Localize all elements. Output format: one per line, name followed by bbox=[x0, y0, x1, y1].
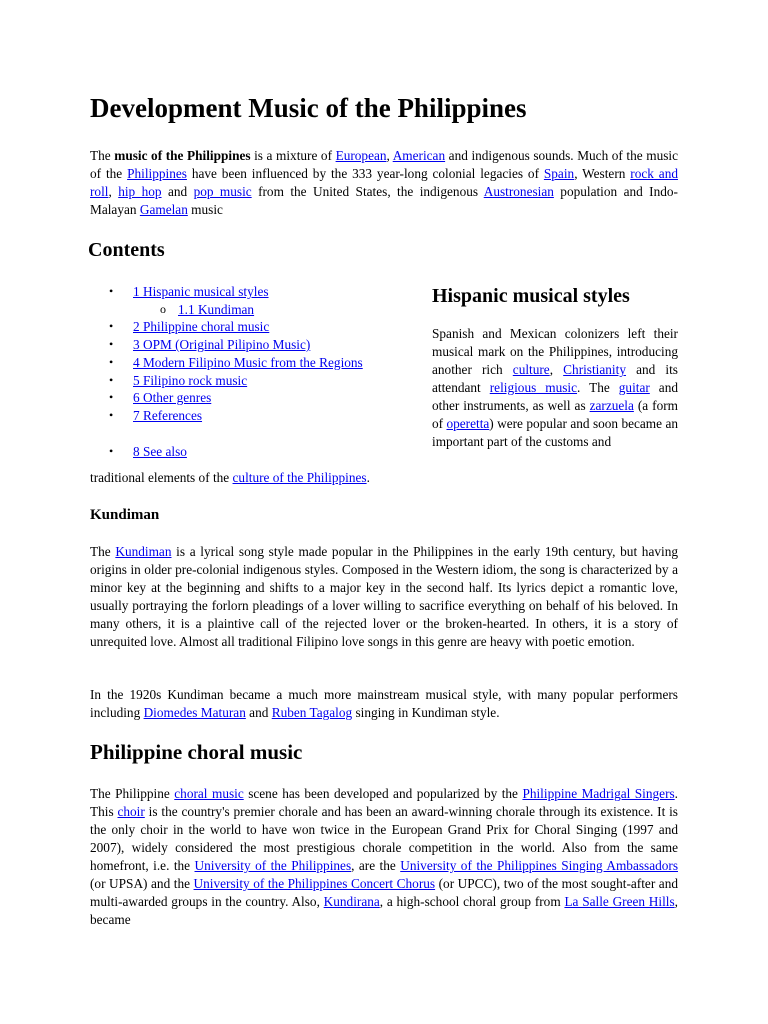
bullet-icon: • bbox=[109, 319, 114, 334]
link-choral-music[interactable]: choral music bbox=[174, 786, 244, 801]
link-upcc[interactable]: University of the Philippines Concert Chorus bbox=[193, 876, 436, 891]
toc-link-hispanic[interactable]: 1 Hispanic musical styles bbox=[133, 284, 269, 299]
text: traditional elements of the bbox=[90, 470, 233, 485]
link-american[interactable]: American bbox=[392, 148, 446, 163]
intro-section bbox=[90, 147, 678, 219]
toc-item bbox=[90, 283, 363, 301]
page-title: Development Music of the Philippines bbox=[90, 93, 527, 123]
link-guitar[interactable]: guitar bbox=[618, 380, 650, 395]
link-kundiman[interactable]: Kundiman bbox=[115, 544, 172, 559]
choral-heading: Philippine choral music bbox=[90, 740, 303, 764]
text: and indigenous sounds. Much of the music of the bbox=[90, 148, 678, 181]
link-upsa[interactable]: University of the Philippines Singing Ambassadors bbox=[400, 858, 678, 873]
bullet-icon: • bbox=[109, 443, 114, 458]
link-culture-of-philippines[interactable]: culture of the Philippines bbox=[232, 470, 367, 485]
text: . The bbox=[577, 380, 619, 395]
link-choir[interactable]: choir bbox=[117, 804, 145, 819]
text: , bbox=[108, 184, 119, 199]
link-european[interactable]: European bbox=[335, 148, 387, 163]
choral-paragraph bbox=[90, 785, 678, 929]
link-kundirana[interactable]: Kundirana bbox=[323, 894, 380, 909]
text: In the 1920s Kundiman became a much more mainstream musical style, with many popular performers including bbox=[90, 687, 678, 720]
link-diomedes-maturan[interactable]: Diomedes Maturan bbox=[143, 705, 246, 720]
toc-link-see-also[interactable]: 8 See also bbox=[133, 443, 187, 459]
bullet-icon: • bbox=[109, 390, 114, 405]
text: The Philippine bbox=[90, 786, 175, 801]
toc-item bbox=[90, 389, 363, 407]
link-culture[interactable]: culture bbox=[512, 362, 550, 377]
text: , Western bbox=[574, 166, 631, 181]
text: from the United States, the indigenous bbox=[251, 184, 484, 199]
link-austronesian[interactable]: Austronesian bbox=[483, 184, 554, 199]
toc-link-choral[interactable]: 2 Philippine choral music bbox=[133, 319, 270, 335]
link-philippines[interactable]: Philippines bbox=[127, 166, 187, 181]
link-christianity[interactable]: Christianity bbox=[563, 362, 626, 377]
text: and bbox=[245, 705, 272, 720]
toc-item bbox=[90, 336, 363, 354]
choral-section bbox=[90, 785, 678, 929]
hispanic-paragraph bbox=[432, 325, 678, 451]
text: scene has been developed and popularized by the bbox=[243, 786, 523, 801]
text: population and Indo-Malayan bbox=[90, 184, 678, 217]
text: ) were popular and soon became an important part of the customs and bbox=[432, 416, 678, 449]
toc-item bbox=[90, 407, 363, 425]
link-operetta[interactable]: operetta bbox=[446, 416, 490, 431]
text: The bbox=[90, 148, 115, 163]
contents-heading: Contents bbox=[88, 239, 165, 261]
toc-item bbox=[90, 354, 363, 372]
text: , are the bbox=[351, 858, 401, 873]
text: , bbox=[386, 148, 393, 163]
toc-item bbox=[90, 443, 363, 461]
kundiman-paragraph-1 bbox=[90, 543, 678, 651]
link-university-of-the-philippines[interactable]: University of the Philippines bbox=[194, 858, 352, 873]
toc-item bbox=[90, 318, 363, 336]
hispanic-continuation bbox=[90, 469, 370, 487]
text: and bbox=[161, 184, 194, 199]
text: is a mixture of bbox=[250, 148, 336, 163]
text: , bbox=[549, 362, 564, 377]
text: Spanish and Mexican colonizers left their musical mark on the Philippines, introducing another rich bbox=[432, 326, 678, 377]
toc-link-other-genres[interactable]: 6 Other genres bbox=[133, 390, 212, 406]
link-pop-music[interactable]: pop music bbox=[193, 184, 252, 199]
toc-link-rock[interactable]: 5 Filipino rock music bbox=[133, 372, 248, 388]
toc-link-opm[interactable]: 3 OPM (Original Pilipino Music) bbox=[133, 337, 311, 353]
bullet-icon: • bbox=[109, 354, 114, 369]
toc-link-references[interactable]: 7 References bbox=[133, 407, 203, 423]
kundiman-section-2 bbox=[90, 686, 678, 722]
link-zarzuela[interactable]: zarzuela bbox=[589, 398, 634, 413]
text: . This bbox=[90, 786, 678, 819]
link-rock-and-roll[interactable]: rock and roll bbox=[90, 166, 678, 199]
hispanic-section bbox=[432, 325, 678, 451]
sub-bullet-icon: o bbox=[160, 301, 166, 316]
text: music bbox=[187, 202, 223, 217]
intro-paragraph bbox=[90, 147, 678, 219]
toc-item bbox=[90, 301, 363, 319]
bold-term: music of the Philippines bbox=[114, 148, 251, 163]
text: (a form of bbox=[432, 398, 678, 431]
text: (or UPCC), two of the most sought-after and multi-awarded groups in the country. Also, bbox=[90, 876, 678, 909]
text: is the country's premier chorale and has been an award-winning chorale through its existence. It is the only choir in the world to have won twice in the European Grand Prix for Choral Singing (1997 and 2007), widely considered the most prestigious chorale competition in the world. Also from the same homefront, i.e. the bbox=[90, 804, 678, 873]
link-gamelan[interactable]: Gamelan bbox=[139, 202, 188, 217]
kundiman-section bbox=[90, 543, 678, 651]
bullet-icon: • bbox=[109, 407, 114, 422]
text: and its attendant bbox=[432, 362, 678, 395]
bullet-icon: • bbox=[109, 337, 114, 352]
text: singing in Kundiman style. bbox=[352, 705, 500, 720]
bullet-icon: • bbox=[109, 372, 114, 387]
text: , became bbox=[90, 894, 678, 927]
text: The bbox=[90, 544, 116, 559]
toc-link-modern[interactable]: 4 Modern Filipino Music from the Regions bbox=[133, 354, 363, 370]
toc-link-kundiman[interactable]: 1.1 Kundiman bbox=[178, 301, 255, 317]
kundiman-heading: Kundiman bbox=[90, 507, 160, 523]
text: and other instruments, as well as bbox=[432, 380, 678, 413]
text: (or UPSA) and the bbox=[90, 876, 194, 891]
kundiman-paragraph-2 bbox=[90, 686, 678, 722]
link-spain[interactable]: Spain bbox=[543, 166, 575, 181]
hispanic-heading: Hispanic musical styles bbox=[432, 285, 630, 307]
toc-item bbox=[90, 372, 363, 390]
table-of-contents bbox=[90, 283, 363, 460]
link-ruben-tagalog[interactable]: Ruben Tagalog bbox=[271, 705, 353, 720]
bullet-icon: • bbox=[109, 284, 114, 298]
text: is a lyrical song style made popular in the Philippines in the early 19th century, but having origins in older pre-colonial indigenous styles. Composed in the Western idiom, the song is characterized by a minor key at the beginning and shifts to a major key in the second half. Its lyrics depict a romantic love, usually portraying the forlorn pleadings of a lover willing to sacrifice everything on behalf of his beloved. In many others, it is a plaintive call of the rejected lover or the broken-hearted. In others, it is a story of unrequited love. Almost all traditional Filipino love songs in this genre are heavy with poetic emotion. bbox=[90, 544, 678, 649]
text: . bbox=[366, 470, 370, 485]
link-hip-hop[interactable]: hip hop bbox=[118, 184, 162, 199]
text: have been influenced by the 333 year-long colonial legacies of bbox=[186, 166, 544, 181]
link-la-salle-green-hills[interactable]: La Salle Green Hills bbox=[564, 894, 675, 909]
text: , a high-school choral group from bbox=[379, 894, 565, 909]
link-religious-music[interactable]: religious music bbox=[489, 380, 578, 395]
link-philippine-madrigal-singers[interactable]: Philippine Madrigal Singers bbox=[522, 786, 675, 801]
